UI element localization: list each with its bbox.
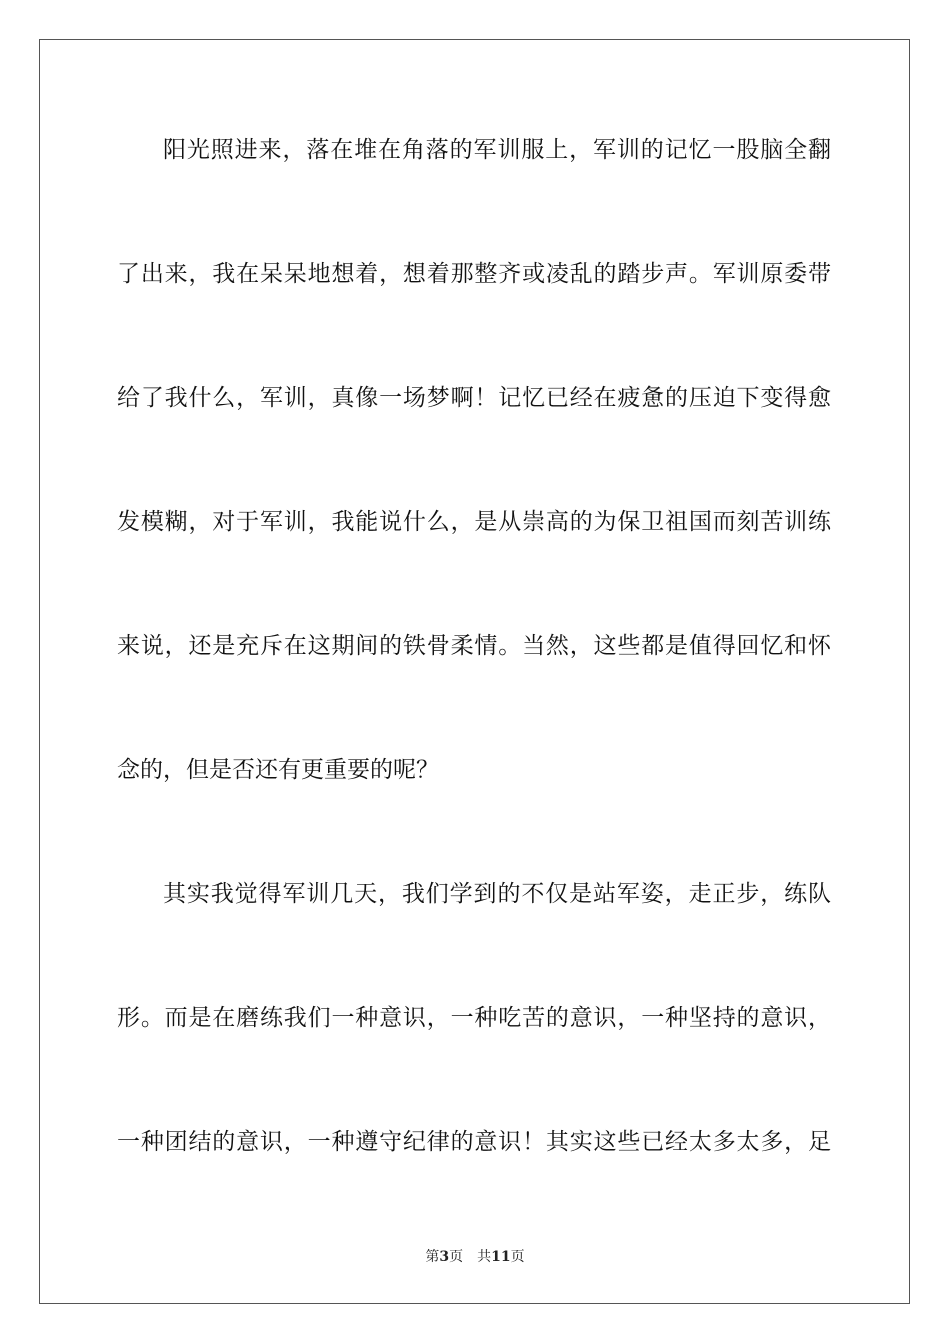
page-number: 3 [439, 1249, 450, 1265]
page-prefix: 第 [425, 1249, 440, 1265]
text-line: 形。而是在磨练我们一种意识，一种吃苦的意识，一种坚持的意识， [117, 1005, 831, 1031]
paragraph-1 [117, 117, 831, 861]
total-unit: 页 [510, 1249, 525, 1265]
text-line: 给了我什么，军训，真像一场梦啊！记忆已经在疲惫的压迫下变得愈 [117, 385, 831, 411]
paragraph-2 [117, 861, 831, 1233]
text-line: 一种团结的意识，一种遵守纪律的意识！其实这些已经太多太多，足 [117, 1129, 831, 1155]
page-footer [0, 1246, 950, 1266]
page-total: 11 [491, 1249, 511, 1265]
page-unit: 页 [449, 1249, 464, 1265]
total-prefix: 共 [477, 1249, 492, 1265]
text-line: 来说，还是充斥在这期间的铁骨柔情。当然，这些都是值得回忆和怀 [117, 633, 831, 659]
text-line: 念的，但是否还有更重要的呢？ [117, 757, 439, 783]
document-body [117, 117, 831, 1233]
text-line: 发模糊，对于军训，我能说什么，是从崇高的为保卫祖国而刻苦训练 [117, 509, 831, 535]
text-line: 了出来，我在呆呆地想着，想着那整齐或凌乱的踏步声。军训原委带 [117, 261, 831, 287]
text-line: 其实我觉得军训几天，我们学到的不仅是站军姿，走正步，练队 [163, 881, 831, 907]
text-line: 阳光照进来，落在堆在角落的军训服上，军训的记忆一股脑全翻 [163, 137, 831, 163]
